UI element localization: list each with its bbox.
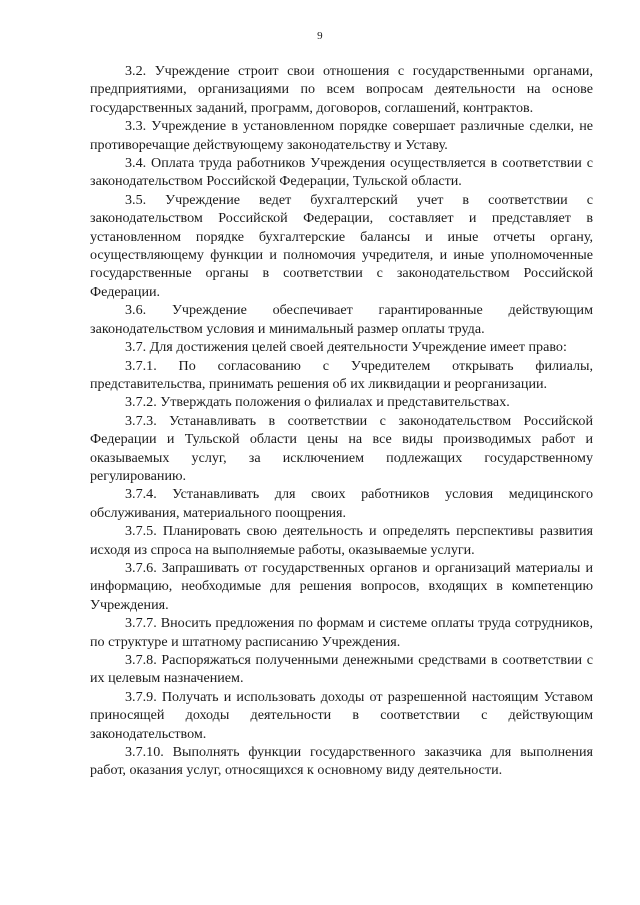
paragraph-3-7-10: 3.7.10. Выполнять функции государственного заказчика для выполнения работ, оказания услуг, относящихся к основному виду деятельности. [90, 744, 593, 779]
paragraph-3-5: 3.5. Учреждение ведет бухгалтерский учет в соответствии с законодательством Российской Федерации, составляет и представляет в установленном порядке бухгалтерские балансы и иные отчеты органу, осуществляющему функции и полномочия учредителя, и иные уполномоченные государственные органы в соответствии с законодательством Российской Федерации. [90, 191, 593, 300]
paragraph-3-3: 3.3. Учреждение в установленном порядке совершает различные сделки, не противоречащие действующему законодательству и Уставу. [90, 118, 593, 153]
paragraph-3-7-9: 3.7.9. Получать и использовать доходы от разрешенной настоящим Уставом приносящей доходы деятельности в соответствии с действующим законодательством. [90, 688, 593, 742]
paragraph-3-7-4: 3.7.4. Устанавливать для своих работников условия медицинского обслуживания, материального поощрения. [90, 486, 593, 521]
document-body [90, 62, 593, 780]
paragraph-3-4: 3.4. Оплата труда работников Учреждения осуществляется в соответствии с законодательством Российской Федерации, Тульской области. [90, 155, 593, 190]
paragraph-3-2: 3.2. Учреждение строит свои отношения с государственными органами, предприятиями, организациями по всем вопросам деятельности на основе государственных заданий, программ, договоров, соглашений, контрактов. [90, 63, 593, 116]
page-number: 9 [317, 30, 323, 42]
paragraph-3-7-1: 3.7.1. По согласованию с Учредителем открывать филиалы, представительства, принимать решения об их ликвидации и реорганизации. [90, 357, 593, 392]
paragraph-3-7-8: 3.7.8. Распоряжаться полученными денежными средствами в соответствии с их целевым назначением. [90, 652, 593, 687]
paragraph-3-7-7: 3.7.7. Вносить предложения по формам и системе оплаты труда сотрудников, по структуре и штатному расписанию Учреждения. [90, 615, 593, 650]
paragraph-3-7-3: 3.7.3. Устанавливать в соответствии с законодательством Российской Федерации и Тульской области цены на все виды производимых работ и оказываемых услуг, за исключением подлежащих государственному регулированию. [90, 412, 593, 484]
paragraph-3-6: 3.6. Учреждение обеспечивает гарантированные действующим законодательством условия и минимальный размер оплаты труда. [90, 302, 593, 337]
paragraph-3-7-6: 3.7.6. Запрашивать от государственных органов и организаций материалы и информацию, необходимые для решения вопросов, входящих в компетенцию Учреждения. [90, 559, 593, 613]
paragraph-3-7-5: 3.7.5. Планировать свою деятельность и определять перспективы развития исходя из спроса на выполняемые работы, оказываемые услуги. [90, 523, 593, 558]
paragraph-3-7-2: 3.7.2. Утверждать положения о филиалах и представительствах. [125, 394, 510, 411]
paragraph-3-7: 3.7. Для достижения целей своей деятельности Учреждение имеет право: [125, 339, 567, 356]
